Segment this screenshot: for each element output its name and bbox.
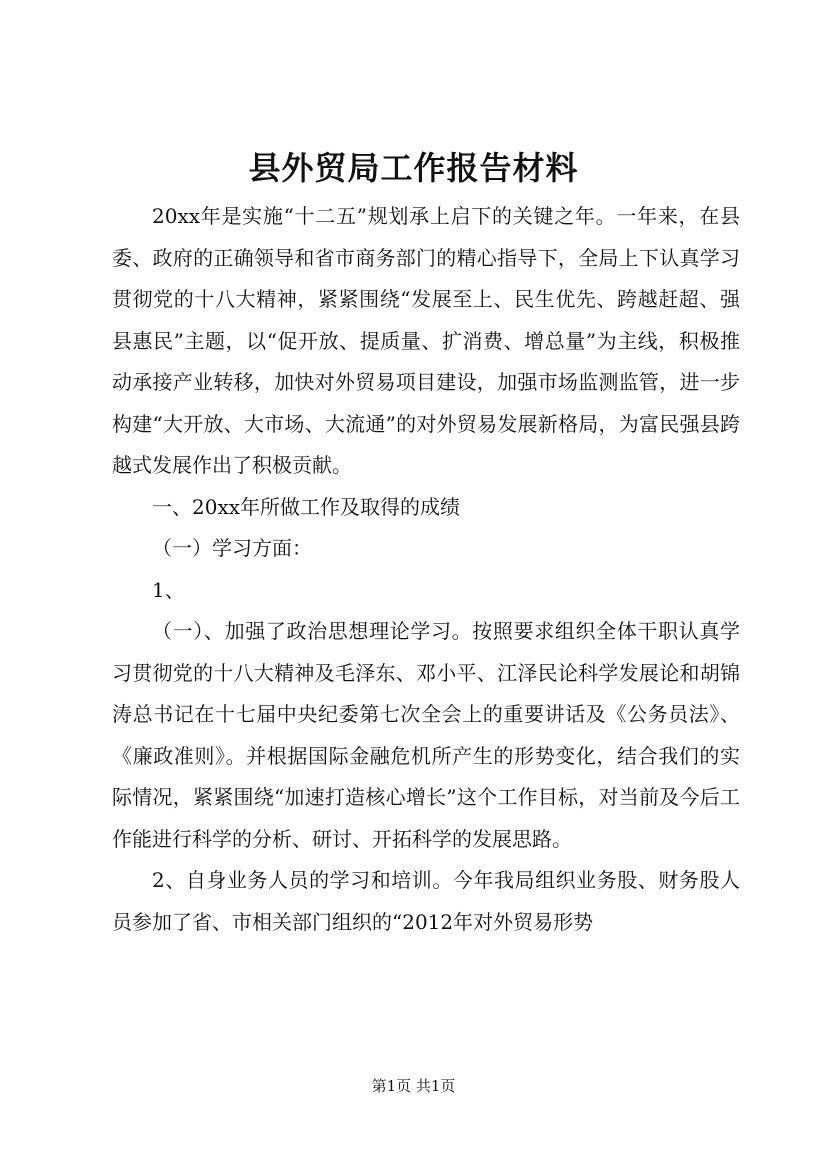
document-body [112,196,740,943]
subsection-heading-study: （一）学习方面： [152,536,312,560]
paragraph-political-study: （一）、加强了政治思想理论学习。按照要求组织全体干职认真学习贯彻党的十八大精神及毛泽东、邓小平、江泽民论科学发展论和胡锦涛总书记在十七届中央纪委第七次全会上的重要讲话及《公务员法》、《廉政准则》。并根据国际金融危机所产生的形势变化，结合我们的实际情况，紧紧围绕“加速打造核心增长”这个工作目标，对当前及今后工作能进行科学的分析、研讨、开拓科学的发展思路。 [112,619,740,851]
page-number-footer: 第1页 共1页 [371,1077,456,1095]
item-number-1: 1、 [152,577,185,602]
paragraph-intro: 20xx年是实施“十二五”规划承上启下的关键之年。一年来，在县委、政府的正确领导和省市商务部门的精心指导下，全局上下认真学习贯彻党的十八大精神，紧紧围绕“发展至上、民生优先、跨越赶超、强县惠民”主题，以“促开放、提质量、扩消费、增总量”为主线，积极推动承接产业转移，加快对外贸易项目建设，加强市场监测监管，进一步构建“大开放、大市场、大流通”的对外贸易发展新格局，为富民强县跨越式发展作出了积极贡献。 [112,204,740,477]
document-title: 县外贸局工作报告材料 [248,149,579,187]
paragraph-staff-training: 2、自身业务人员的学习和培训。今年我局组织业务股、财务股人员参加了省、市相关部门组织的“2012年对外贸易形势 [112,868,740,934]
section-heading-achievements: 一、20xx年所做工作及取得的成绩 [152,494,461,519]
